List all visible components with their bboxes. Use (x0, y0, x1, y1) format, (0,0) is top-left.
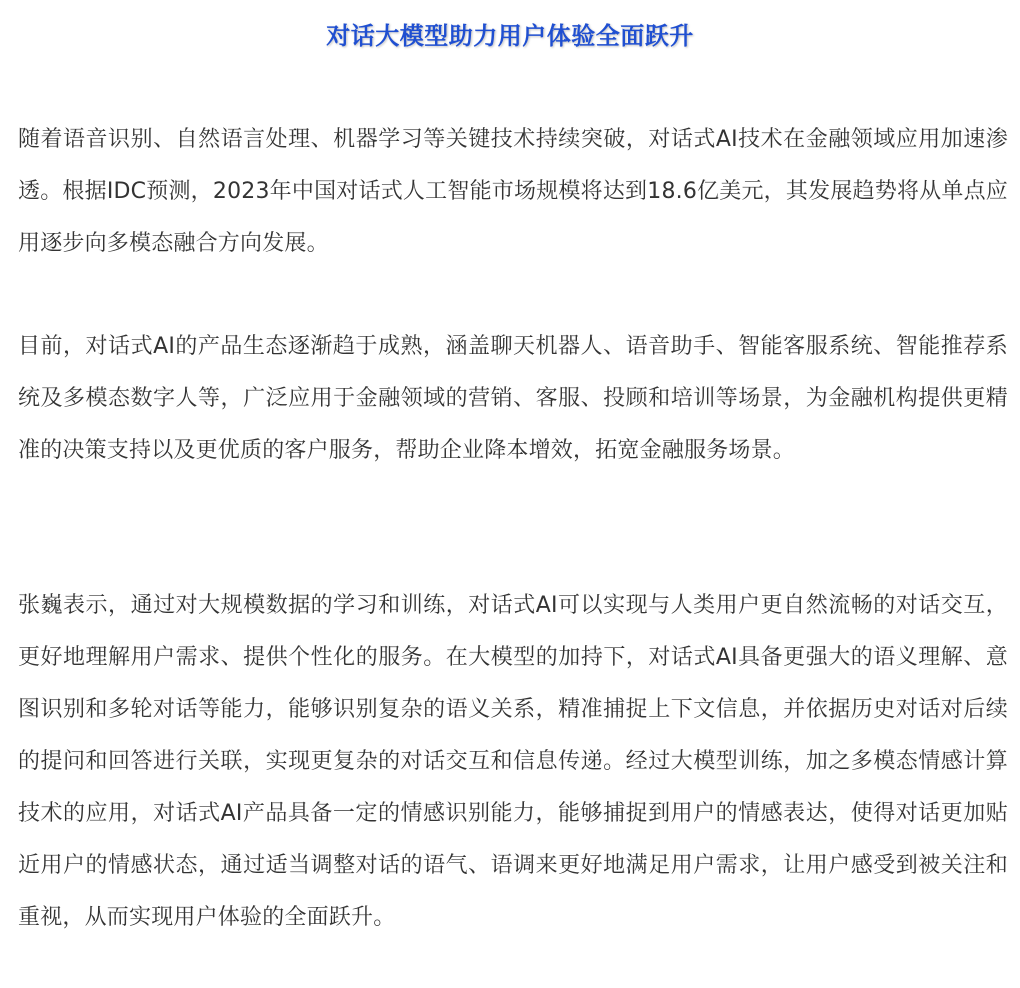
paragraph-3: 张巍表示，通过对大规模数据的学习和训练，对话式AI可以实现与人类用户更自然流畅的对话交互，更好地理解用户需求、提供个性化的服务。在大模型的加持下，对话式AI具备更强大的语义理解、意图识别和多轮对话等能力，能够识别复杂的语义关系，精准捕捉上下文信息，并依据历史对话对后续的提问和回答进行关联，实现更复杂的对话交互和信息传递。经过大模型训练，加之多模态情感计算技术的应用，对话式AI产品具备一定的情感识别能力，能够捕捉到用户的情感表达，使得对话更加贴近用户的情感状态，通过适当调整对话的语气、语调来更好地满足用户需求，让用户感受到被关注和重视，从而实现用户体验的全面跃升。 (18, 593, 1008, 930)
paragraph-1: 随着语音识别、自然语言处理、机器学习等关键技术持续突破，对话式AI技术在金融领域应用加速渗透。根据IDC预测，2023年中国对话式人工智能市场规模将达到18.6亿美元，其发展趋势将从单点应用逐步向多模态融合方向发展。 (18, 127, 1008, 256)
paragraph-2: 目前，对话式AI的产品生态逐渐趋于成熟，涵盖聊天机器人、语音助手、智能客服系统、智能推荐系统及多模态数字人等，广泛应用于金融领域的营销、客服、投顾和培训等场景，为金融机构提供更精准的决策支持以及更优质的客户服务，帮助企业降本增效，拓宽金融服务场景。 (18, 334, 1008, 463)
article-title: 对话大模型助力用户体验全面跃升 (326, 22, 694, 50)
